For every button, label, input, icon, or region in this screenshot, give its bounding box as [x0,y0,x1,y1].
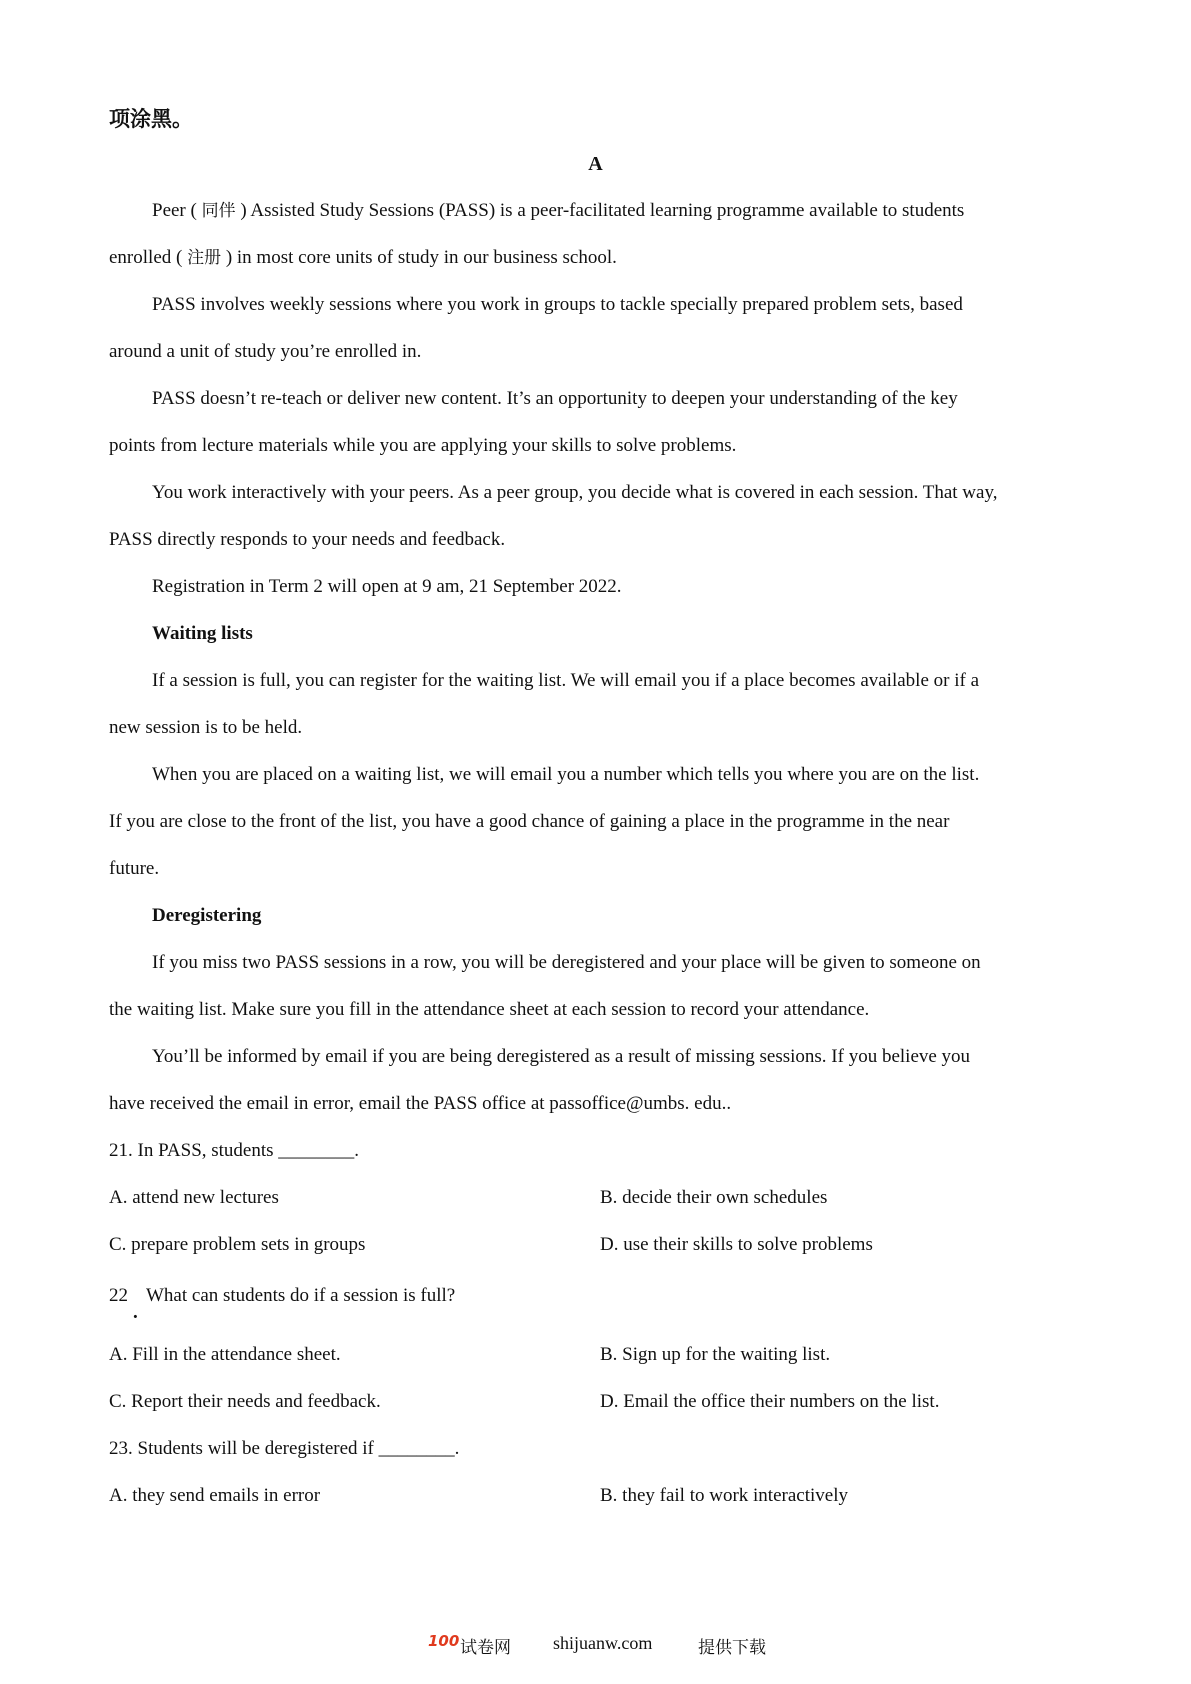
passage-line: If a session is full, you can register for the waiting list. We will email you if a place becomes available or if a [152,670,980,691]
passage-line: new session is to be held. [109,717,303,738]
question-23-option-a[interactable]: A. they send emails in error [109,1485,321,1506]
passage-line: future. [109,858,160,879]
passage-line: If you are close to the front of the list, you have a good chance of gaining a place in the programme in the near [109,811,950,832]
question-21-stem: 21. In PASS, students ________. [109,1140,360,1161]
question-22-option-b[interactable]: B. Sign up for the waiting list. [600,1344,831,1365]
passage-line: points from lecture materials while you are applying your skills to solve problems. [109,435,737,456]
question-22-option-a[interactable]: A. Fill in the attendance sheet. [109,1344,341,1365]
gloss-enrolled: 注册 [187,248,222,268]
passage-line: around a unit of study you’re enrolled in. [109,341,422,362]
passage-line [152,199,964,223]
question-22-stem: What can students do if a session is full? [146,1285,456,1306]
passage-line: When you are placed on a waiting list, we will email you a number which tells you where you are on the list. [152,764,980,785]
footer [0,1632,1191,1658]
gloss-peer: 同伴 [201,201,236,221]
question-21-option-c[interactable]: C. prepare problem sets in groups [109,1234,366,1255]
question-21-option-d[interactable]: D. use their skills to solve problems [600,1234,873,1255]
passage-line: have received the email in error, email the PASS office at passoffice@umbs. edu.. [109,1093,732,1114]
question-21-option-a[interactable]: A. attend new lectures [109,1187,279,1208]
section-title: A [588,153,603,175]
passage-line: You’ll be informed by email if you are being deregistered as a result of missing sessions. If you believe you [152,1046,971,1067]
question-22-option-c[interactable]: C. Report their needs and feedback. [109,1391,381,1412]
question-22-number: 22 [109,1285,128,1306]
question-22-option-d[interactable]: D. Email the office their numbers on the list. [600,1391,940,1412]
passage-text: Peer ( [152,200,202,221]
subheading-deregistering: Deregistering [152,905,262,926]
subheading-waiting-lists: Waiting lists [152,623,253,644]
top-heading: 项涂黑。 [109,107,193,131]
passage-text: enrolled ( [109,247,188,268]
passage-line: Registration in Term 2 will open at 9 am, 21 September 2022. [152,576,622,597]
footer-logo: 100 [428,1632,460,1650]
question-23-stem: 23. Students will be deregistered if ________. [109,1438,460,1459]
passage-line: the waiting list. Make sure you fill in the attendance sheet at each session to record your attendance. [109,999,870,1020]
passage-text: ) in most core units of study in our business school. [221,247,617,268]
passage-line [109,246,617,270]
question-23-option-b[interactable]: B. they fail to work interactively [600,1485,848,1506]
passage-line: PASS directly responds to your needs and feedback. [109,529,506,550]
footer-site-link[interactable]: shijuanw.com [553,1633,653,1653]
passage-line: If you miss two PASS sessions in a row, you will be deregistered and your place will be given to someone on [152,952,981,973]
passage-line: PASS doesn’t re-teach or deliver new content. It’s an opportunity to deepen your understanding of the key [152,388,958,409]
passage-line: You work interactively with your peers. As a peer group, you decide what is covered in each session. That way, [152,482,998,503]
question-22-dot: . [133,1302,138,1323]
footer-brand: 试卷网 [460,1638,511,1658]
footer-note: 提供下载 [698,1638,766,1658]
passage-text: ) Assisted Study Sessions (PASS) is a peer-facilitated learning programme available to students [235,200,965,221]
question-21-option-b[interactable]: B. decide their own schedules [600,1187,828,1208]
passage-line: PASS involves weekly sessions where you work in groups to tackle specially prepared problem sets, based [152,294,963,315]
